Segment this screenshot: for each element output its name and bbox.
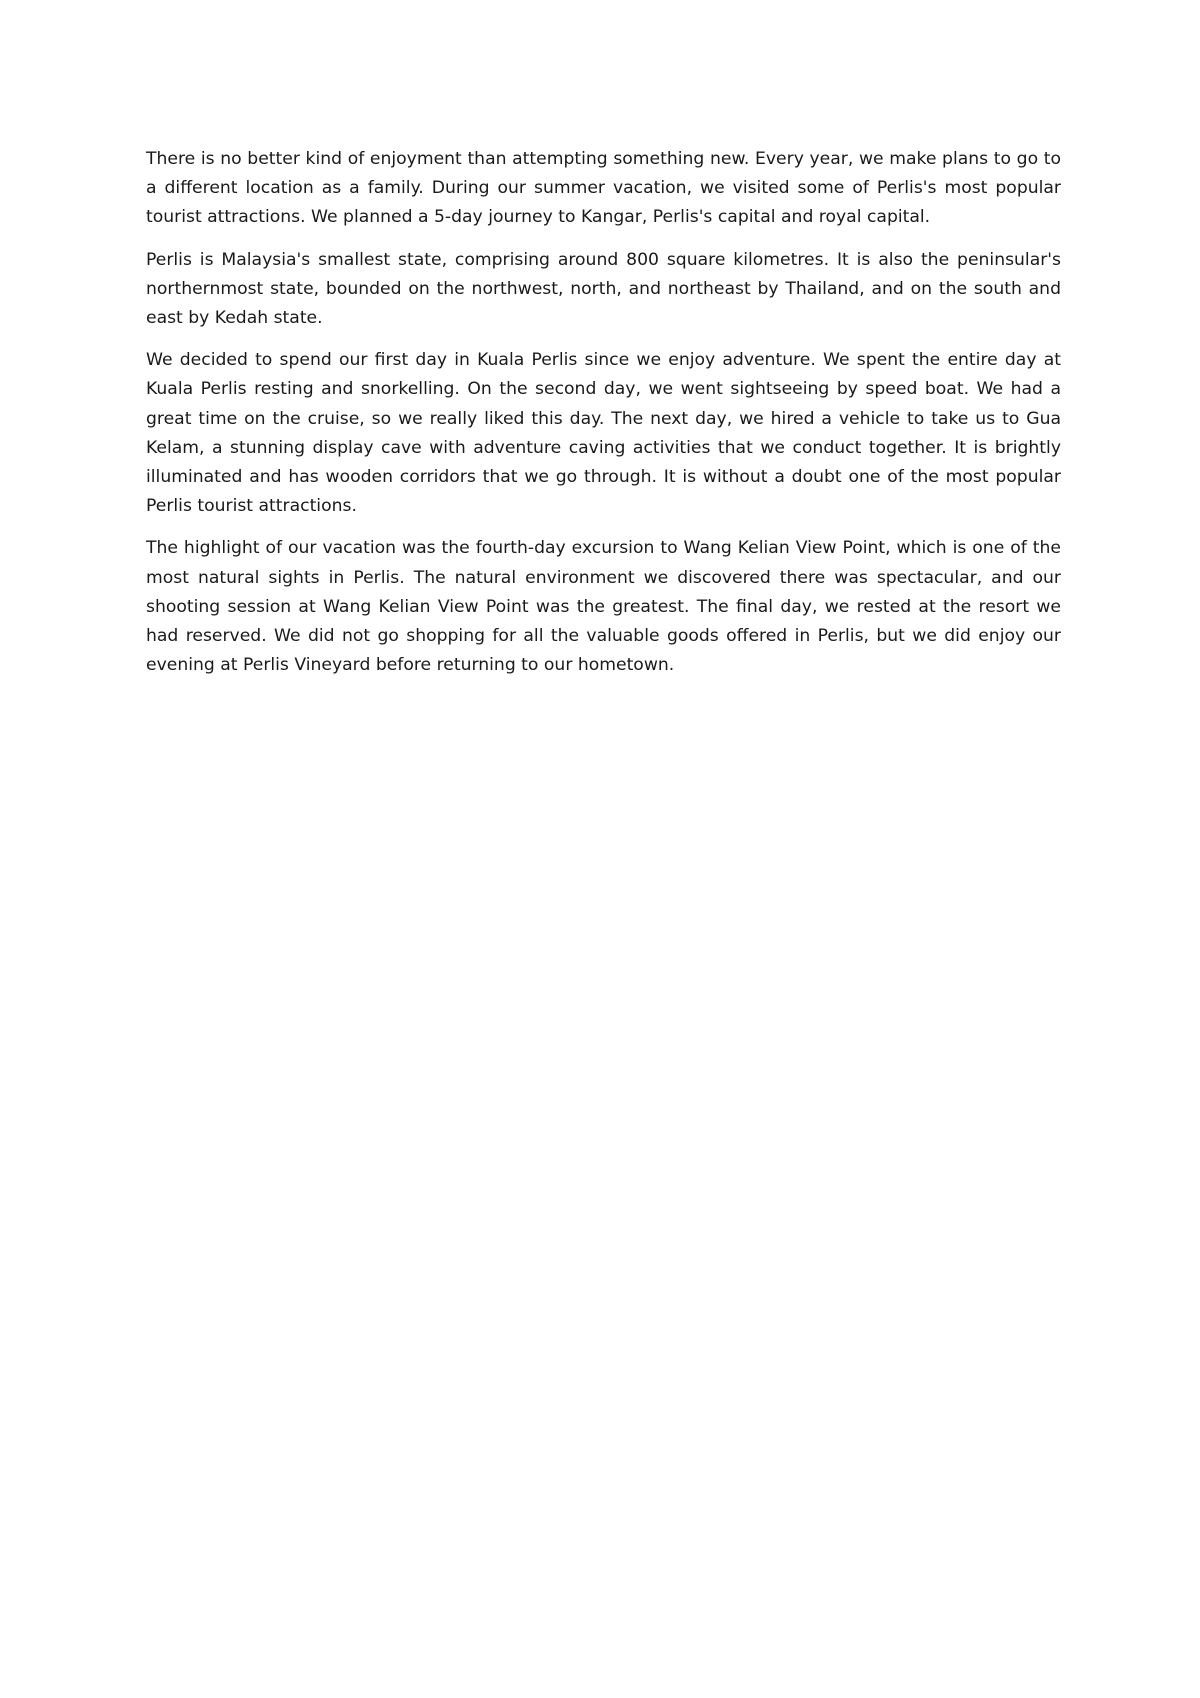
paragraph-highlight: The highlight of our vacation was the fourth-day excursion to Wang Kelian View Point, which is one of the most natural sights in Perlis. The natural environment we discovered there was spectacular, and our shooting session at Wang Kelian View Point was the greatest. The final day, we rested at the resort we had reserved. We did not go shopping for all the valuable goods offered in Perlis, but we did enjoy our evening at Perlis Vineyard before returning to our hometown. xyxy=(146,538,1061,676)
document-body xyxy=(146,145,1061,693)
paragraph-days-one-to-three: We decided to spend our first day in Kuala Perlis since we enjoy adventure. We spent the entire day at Kuala Perlis resting and snorkelling. On the second day, we went sightseeing by speed boat. We had a great time on the cruise, so we really liked this day. The next day, we hired a vehicle to take us to Gua Kelam, a stunning display cave with adventure caving activities that we conduct together. It is brightly illuminated and has wooden corridors that we go through. It is without a doubt one of the most popular Perlis tourist attractions. xyxy=(146,350,1061,517)
paragraph-about-perlis: Perlis is Malaysia's smallest state, comprising around 800 square kilometres. It is also the peninsular's northernmost state, bounded on the northwest, north, and northeast by Thailand, and on the south and east by Kedah state. xyxy=(146,249,1061,329)
paragraph-intro: There is no better kind of enjoyment than attempting something new. Every year, we make plans to go to a different location as a family. During our summer vacation, we visited some of Perlis's most popular tourist attractions. We planned a 5-day journey to Kangar, Perlis's capital and royal capital. xyxy=(146,149,1061,228)
